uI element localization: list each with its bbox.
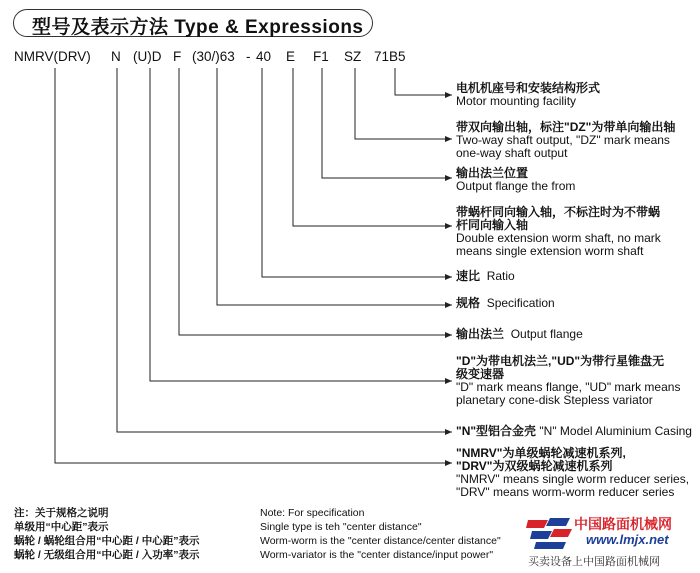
label-output-flange bbox=[456, 328, 583, 341]
label-en: "N" Model Aluminium Casing bbox=[539, 424, 692, 438]
note-zh-line: 蜗轮 / 无级组合用“中心距 / 入功率”表示 bbox=[14, 549, 200, 561]
lmjx-logo-icon bbox=[526, 514, 572, 552]
label-specification bbox=[456, 297, 555, 310]
leader-ratio bbox=[262, 68, 452, 277]
label-en: Output flange bbox=[510, 327, 583, 341]
label-en: Output flange the from bbox=[456, 179, 576, 193]
code-shaft-output: SZ bbox=[344, 49, 362, 64]
leader-shaft bbox=[355, 68, 452, 139]
code-specification: (30/)63 bbox=[192, 49, 235, 64]
code-dash: - bbox=[246, 49, 251, 64]
code-casing: N bbox=[111, 49, 121, 64]
page-title: 型号及表示方法 Type & Expressions bbox=[32, 17, 364, 38]
label-zh: "NMRV"为单级蜗轮减速机系列, bbox=[456, 446, 626, 460]
label-en: means single extension worm shaft bbox=[456, 244, 644, 258]
label-en: planetary cone-disk Stepless variator bbox=[456, 393, 653, 407]
leader-flange-pos bbox=[322, 68, 452, 178]
code-flange-type: (U)D bbox=[133, 49, 162, 64]
label-shaft-output bbox=[456, 121, 675, 160]
label-zh: 杆同向输入轴 bbox=[456, 218, 529, 232]
label-zh: "DRV"为双级蜗轮减速机系列 bbox=[456, 459, 613, 473]
watermark-name: 中国路面机械网 bbox=[574, 516, 672, 532]
label-zh: 输出法兰位置 bbox=[456, 166, 529, 180]
label-zh: 电机机座号和安装结构形式 bbox=[456, 81, 601, 95]
watermark-slogan: 买卖设备上中国路面机械网 bbox=[528, 556, 660, 568]
label-zh: 规格 bbox=[456, 296, 481, 310]
label-zh: 速比 bbox=[456, 269, 481, 283]
label-en: one-way shaft output bbox=[456, 146, 568, 160]
label-en: "NMRV" means single worm reducer series, bbox=[456, 472, 690, 486]
leader-output-flange bbox=[179, 68, 452, 335]
label-worm-shaft bbox=[456, 206, 661, 258]
code-ratio: 40 bbox=[256, 49, 272, 64]
leader-casing bbox=[117, 68, 452, 432]
label-en: "DRV" means worm-worm reducer series bbox=[456, 485, 675, 499]
label-casing bbox=[456, 425, 692, 438]
label-series bbox=[456, 447, 689, 499]
notes-zh bbox=[14, 506, 200, 562]
notes-en bbox=[260, 506, 501, 562]
label-zh: 带蜗杆同向输入轴，不标注时为不带蜗 bbox=[456, 205, 661, 219]
note-zh-line: 单级用“中心距”表示 bbox=[14, 521, 109, 533]
note-en-line: Single type is teh "center distance" bbox=[260, 521, 422, 533]
code-worm-shaft: E bbox=[286, 49, 296, 64]
label-zh: 带双向输出轴，标注"DZ"为带单向输出轴 bbox=[456, 120, 676, 134]
label-en: Specification bbox=[486, 296, 555, 310]
label-ratio bbox=[456, 270, 515, 283]
note-en-line: Worm-variator is the "center distance/input power" bbox=[260, 549, 494, 561]
code-series: NMRV(DRV) bbox=[14, 49, 91, 64]
label-zh: 级变速器 bbox=[456, 367, 505, 381]
label-zh: 输出法兰 bbox=[456, 327, 505, 341]
watermark-url: www.lmjx.net bbox=[586, 532, 669, 547]
label-en: Two-way shaft output, "DZ" mark means bbox=[456, 133, 670, 147]
label-zh: "N"型铝合金壳 bbox=[456, 424, 537, 438]
code-flange-position: F1 bbox=[313, 49, 329, 64]
label-en: "D" mark means flange, "UD" mark means bbox=[456, 380, 681, 394]
leader-motor bbox=[395, 68, 452, 95]
leader-worm bbox=[293, 68, 452, 226]
label-en: Double extension worm shaft, no mark bbox=[456, 231, 661, 245]
label-flange-type bbox=[456, 355, 680, 407]
label-en: Ratio bbox=[486, 269, 515, 283]
label-flange-position bbox=[456, 167, 575, 193]
label-motor-mounting bbox=[456, 82, 600, 108]
leader-series bbox=[55, 68, 452, 463]
note-zh-line: 注：关于规格之说明 bbox=[14, 507, 109, 519]
leader-spec bbox=[217, 68, 452, 305]
note-en-line: Note: For specification bbox=[260, 507, 365, 519]
label-zh: "D"为带电机法兰,"UD"为带行星锥盘无 bbox=[456, 354, 665, 368]
note-en-line: Worm-worm is the "center distance/center distance" bbox=[260, 535, 501, 547]
leader-flange-type bbox=[150, 68, 452, 381]
label-en: Motor mounting facility bbox=[456, 94, 577, 108]
code-motor-mounting: 71B5 bbox=[374, 49, 406, 64]
code-output-flange: F bbox=[173, 49, 182, 64]
note-zh-line: 蜗轮 / 蜗轮组合用“中心距 / 中心距”表示 bbox=[14, 535, 200, 547]
